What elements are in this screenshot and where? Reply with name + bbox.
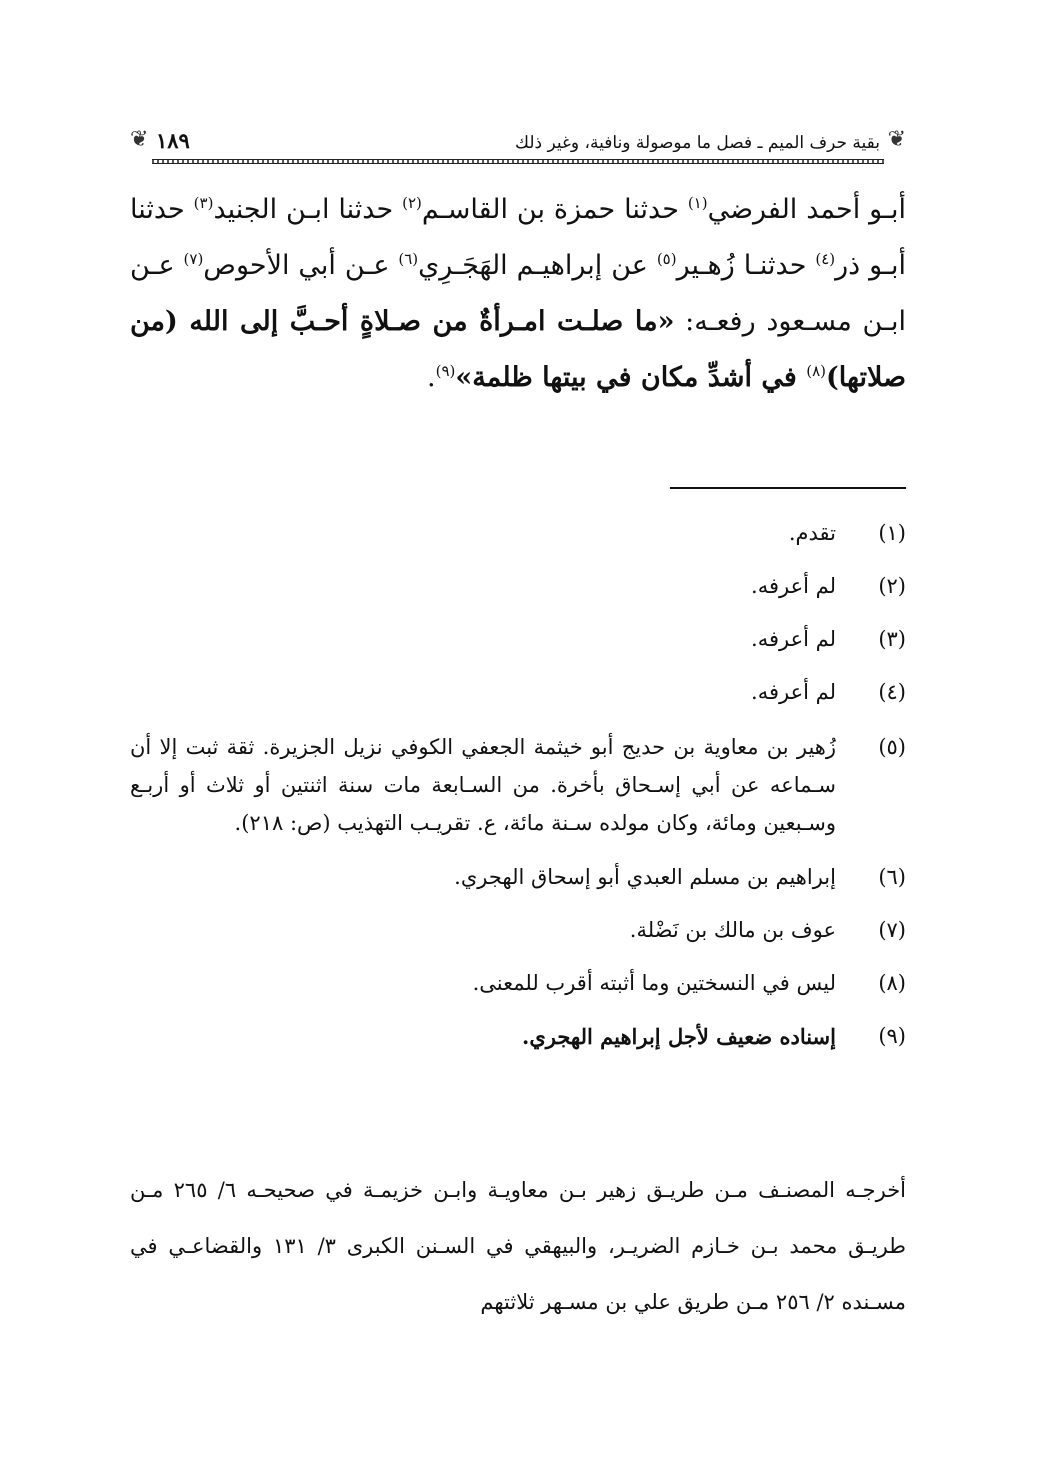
footnote-number: (٦) (878, 865, 906, 889)
isnad-text: حدثنـا زُهـير (676, 250, 816, 281)
footnote-marker: (٨) (806, 362, 826, 380)
footnote-number: (٣) (878, 627, 906, 651)
isnad-text: عن إبراهيـم الهَجَـرِي (418, 250, 657, 281)
isnad-text: حدثنا أبـو ذر (130, 194, 906, 281)
footnote-item (130, 569, 906, 604)
footnote-marker: (٢) (402, 194, 422, 212)
footnote-item (130, 622, 906, 657)
footnote-marker: (١) (687, 194, 708, 212)
footnote-number: (٩) (878, 1024, 906, 1048)
footnote-text: إبراهيم بن مسلم العبدي أبو إسحاق الهجري. (454, 865, 836, 889)
footnote-text: لم أعرفه. (751, 627, 836, 651)
isnad-text: حدثنا حمزة بن القاسـم (421, 194, 688, 225)
footnote-number: (٤) (878, 680, 906, 704)
footnote-text: تقدم. (788, 521, 836, 545)
footnote-number: (٨) (878, 971, 906, 995)
footnote-marker: (٧) (183, 250, 204, 268)
footnote-separator (670, 487, 906, 489)
footnote-item (130, 860, 906, 895)
footnote-item (130, 1019, 906, 1054)
footnote-item (130, 966, 906, 1001)
footnote-text: زُهير بن معاوية بن حديج أبو خيثمة الجعفي الكوفي نزيل الجزيرة. ثقة ثبت إلا أن سـماعه عن أبي إسـحاق بأخرة. من السـابعة مات سنة اثنتين أو ثلاث أو أربـع وسـبعين ومائة، وكان مولده سـنة مائة، ع. تقريـب التهذيب (ص: ٢١٨). (130, 735, 836, 835)
footnote-text: إسناده ضعيف لأجل إبراهيم الهجري. (522, 1024, 836, 1049)
footnote-number: (٥) (878, 735, 906, 759)
isnad-text: . (427, 362, 436, 393)
footnote-marker: (٦) (398, 250, 419, 268)
isnad-text: عـن ابـن مسـعود رفعـه: (130, 250, 906, 337)
footnote-marker: (٩) (435, 362, 456, 380)
footnote-text: ليس في النسختين وما أثبته أقرب للمعنى. (472, 971, 836, 995)
running-header (130, 126, 906, 170)
footnote-number: (٢) (878, 574, 906, 598)
footnote-continuation: أخرجـه المصنـف مـن طريـق زهير بـن معاويـة وابـن خزيمـة في صحيحـه ٦/ ٢٦٥ مـن طريـق محمد بـن خـازم الضريـر، والبيهقي في السـنن الكبرى ٣/ ١٣١ والقضاعـي في مسـنده ٢/ ٢٥٦ مـن طريق علي بن مسـهر ثلاثتهم (130, 1178, 907, 1314)
footnote-text: عوف بن مالك بن نَضْلة. (629, 918, 836, 942)
isnad-text: أبـو أحمد الفرضي (707, 194, 906, 225)
footnote-number: (٧) (878, 918, 906, 942)
footnote-marker: (٣) (193, 194, 214, 212)
main-text (130, 182, 906, 406)
floral-ornament-icon: ❦ (130, 127, 149, 152)
footnote-text: لم أعرفه. (751, 574, 836, 598)
hadith-text: «ما صلـت امـرأةٌ من صـلاةٍ أحـبَّ إلى الله (من صلاتها) (130, 306, 906, 393)
footnote-item (130, 913, 906, 948)
header-title: بقية حرف الميم ـ فصل ما موصولة ونافية، وغير ذلك (515, 133, 880, 153)
footnote-item (130, 675, 906, 710)
footnotes-list (130, 516, 906, 1072)
footnote-marker: (٤) (815, 250, 836, 268)
footnote-marker: (٥) (656, 250, 677, 268)
page-number: ١٨٩ (156, 128, 190, 153)
header-rule (152, 159, 884, 164)
isnad-text: حدثنا ابـن الجنيد (213, 194, 403, 225)
isnad-text: عـن أبي الأحوص (203, 250, 399, 281)
hadith-text: في أشدِّ مكان في بيتها ظلمة» (455, 362, 807, 393)
footnote-item (130, 516, 906, 551)
footnote-text: لم أعرفه. (751, 680, 836, 704)
floral-ornament-icon: ❦ (887, 127, 906, 152)
footnote-number: (١) (878, 521, 906, 545)
footnote-item (130, 728, 906, 842)
